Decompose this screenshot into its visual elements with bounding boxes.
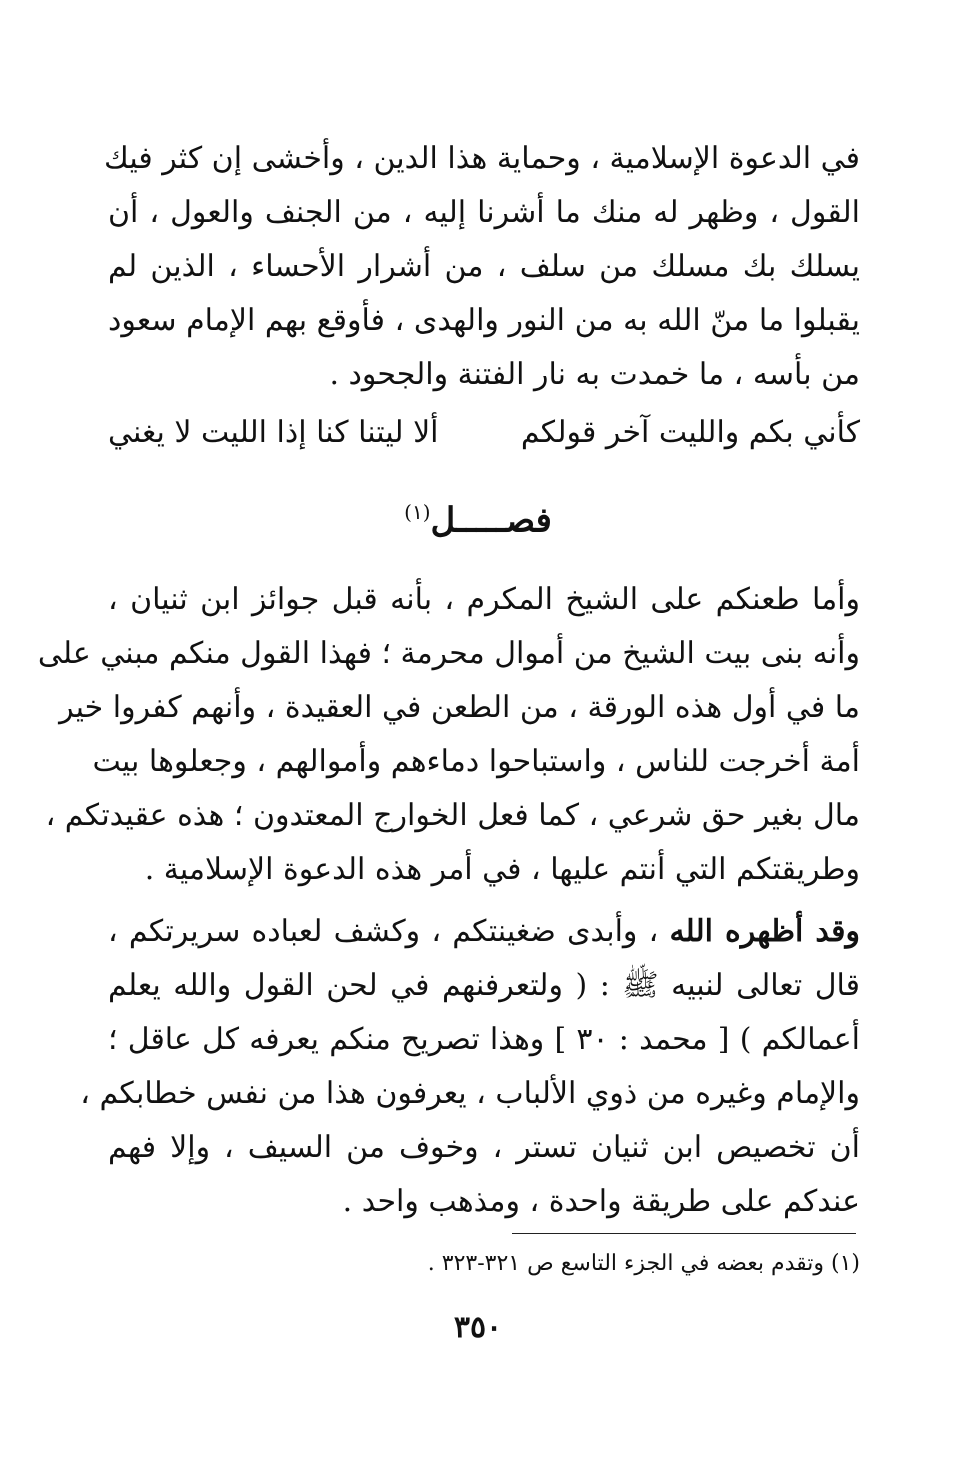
footnote-reference: (١) bbox=[404, 500, 431, 524]
page-number: ٣٥٠ bbox=[453, 1310, 503, 1345]
footnote: (١) وتقدم بعضه في الجزء التاسع ص ٣٢١-٣٢٣ . bbox=[427, 1251, 860, 1276]
paragraph-3-line: أعمالكم ) [ محمد : ٣٠ ] وهذا تصريح منكم يعرفه كل عاقل ؛ bbox=[108, 1022, 860, 1057]
footnote-separator bbox=[512, 1233, 856, 1234]
paragraph-3 bbox=[80, 905, 860, 1229]
paragraph-2-line: أمة أخرجت للناس ، واستباحوا دماءهم وأموالهم ، وجعلوها بيت bbox=[92, 744, 860, 779]
paragraph-2-line: ما في أول هذه الورقة ، من الطعن في العقيدة ، وأنهم كفروا خير bbox=[59, 690, 860, 725]
paragraph-3-first-line-rest: ، وأبدى ضغينتكم ، وكشف لعباده سريرتكم ، bbox=[108, 914, 670, 949]
paragraph-3-line: والإمام وغيره من ذوي الألباب ، يعرفون هذا من نفس خطابكم ، bbox=[80, 1076, 860, 1111]
paragraph-1-line: القول ، وظهر له منك ما أشرنا إليه ، من الجنف والعول ، أن bbox=[108, 195, 860, 230]
section-heading bbox=[0, 482, 956, 550]
paragraph-2-line: وأنه بنى بيت الشيخ من أموال محرمة ؛ فهذا القول منكم مبني على bbox=[37, 636, 860, 671]
paragraph-2-line: مال بغير حق شرعي ، كما فعل الخوارج المعتدون ؛ هذه عقيدتكم ، bbox=[45, 798, 860, 833]
paragraph-3-line: أن تخصيص ابن ثنيان تستر ، وخوف من السيف ، وإلا فهم bbox=[108, 1130, 860, 1165]
paragraph-1 bbox=[104, 132, 860, 402]
poetry-verse bbox=[108, 406, 860, 460]
paragraph-3-line: قال تعالى لنبيه ﷺ : ( ولتعرفنهم في لحن القول والله يعلم bbox=[108, 968, 860, 1003]
paragraph-1-line: يسلك بك مسلك من سلف ، من أشرار الأحساء ، الذين لم bbox=[108, 249, 860, 284]
paragraph-2 bbox=[37, 573, 860, 897]
paragraph-1-line: من بأسه ، ما خمدت به نار الفتنة والجحود . bbox=[329, 357, 860, 392]
paragraph-2-line: وطريقتكم التي أنتم عليها ، في أمر هذه الدعوة الإسلامية . bbox=[144, 852, 860, 887]
paragraph-1-line: يقبلوا ما منّ الله به من النور والهدى ، فأوقع بهم الإمام سعود bbox=[108, 303, 860, 338]
section-heading-title: فصـــــل bbox=[430, 500, 552, 541]
paragraph-1-line: في الدعوة الإسلامية ، وحماية هذا الدين ، وأخشى إن كثر فيك bbox=[104, 141, 860, 176]
verse-second-hemistich: ألا ليتنا كنا إذا الليت لا يغني bbox=[108, 415, 439, 450]
paragraph-3-line: عندكم على طريقة واحدة ، ومذهب واحد . bbox=[342, 1184, 860, 1219]
paragraph-3-lead: وقد أظهره الله bbox=[669, 914, 860, 949]
verse-first-hemistich: كأني بكم والليت آخر قولكم bbox=[520, 415, 860, 450]
paragraph-3-first-line bbox=[108, 905, 860, 959]
paragraph-2-line: وأما طعنكم على الشيخ المكرم ، بأنه قبل جوائز ابن ثنيان ، bbox=[108, 582, 860, 617]
